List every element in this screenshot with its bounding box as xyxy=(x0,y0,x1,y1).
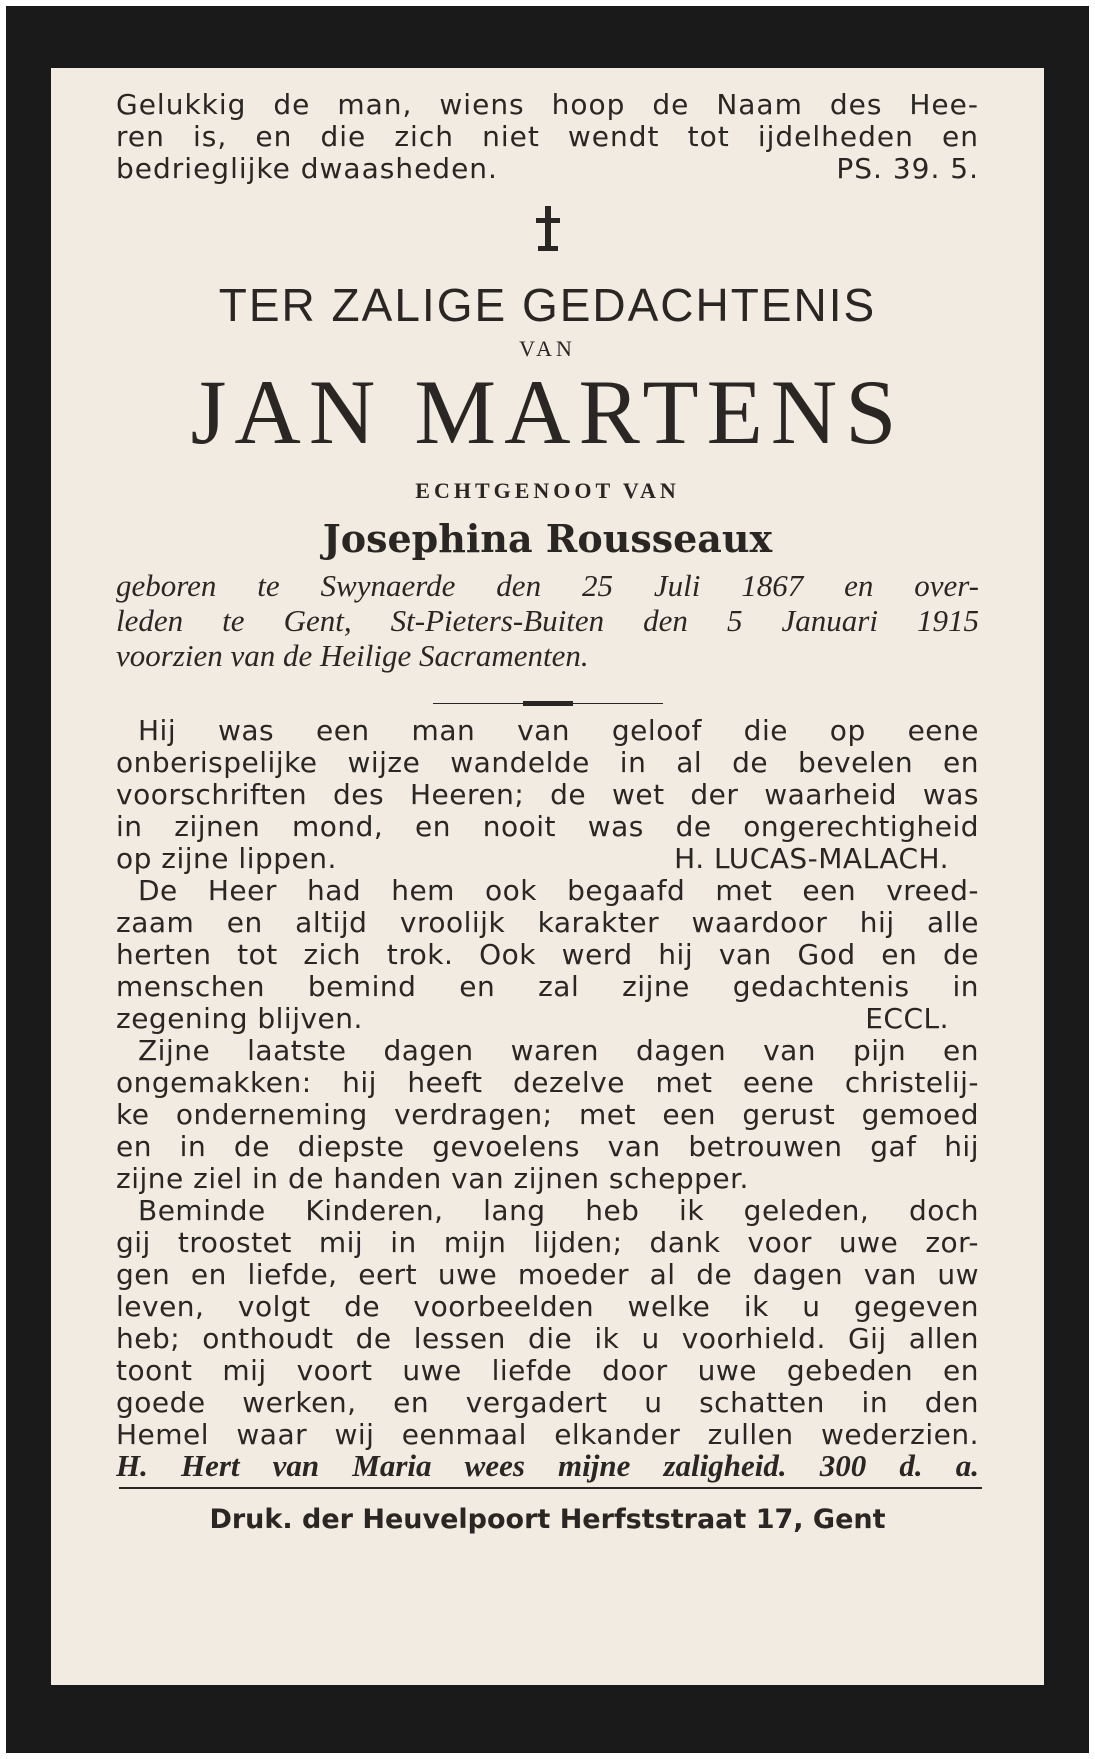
deceased-name: JAN MARTENS xyxy=(190,361,905,463)
paragraph4-line-4: leven, volgt de voorbeelden welke ik u gegeven xyxy=(116,1290,979,1323)
paragraph2-line-5 xyxy=(116,1002,979,1035)
van-label: VAN xyxy=(519,336,576,361)
prayer-line: H. Hert van Maria wees mijne zaligheid. 300 d. a. xyxy=(116,1448,979,1483)
psalm-line-1: Gelukkig de man, wiens hoop de Naam des Hee- xyxy=(116,88,979,121)
card-paper xyxy=(51,68,1044,1685)
echtgenoot-label: ECHTGENOOT VAN xyxy=(415,478,680,503)
paragraph2-source: ECCL. xyxy=(865,1002,949,1035)
paragraph3-line-4: en in de diepste gevoelens van betrouwen gaf hij xyxy=(116,1130,979,1163)
paragraph4-line-7: goede werken, en vergadert u schatten in den xyxy=(116,1386,979,1419)
biography-line-3: voorzien van de Heilige Sacramenten. xyxy=(116,638,589,673)
paragraph2-line-2: zaam en altijd vroolijk karakter waardoor hij alle xyxy=(116,906,979,939)
paragraph3-line-3: ke onderneming verdragen; met een gerust gemoed xyxy=(116,1098,979,1131)
divider xyxy=(433,700,663,708)
footer-rule xyxy=(119,1487,982,1489)
paragraph4-line-1: Beminde Kinderen, lang heb ik geleden, doch xyxy=(138,1194,979,1227)
paragraph1-source: H. LUCAS-MALACH. xyxy=(674,842,949,875)
paragraph4-line-2: gij troostet mij in mijn lijden; dank voor uwe zor- xyxy=(116,1226,979,1259)
paragraph2-line-1: De Heer had hem ook begaafd met een vreed- xyxy=(138,874,979,907)
paragraph4-line-6: toont mij voort uwe liefde door uwe gebeden en xyxy=(116,1354,979,1387)
paragraph2-line-3: herten tot zich trok. Ook werd hij van God en de xyxy=(116,938,979,971)
psalm-line-2: ren is, en die zich niet wendt tot ijdelheden en xyxy=(116,120,979,153)
paragraph1-line-1: Hij was een man van geloof die op eene xyxy=(138,714,979,747)
paragraph3-line-5: zijne ziel in de handen van zijnen schepper. xyxy=(116,1162,749,1195)
paragraph2-line-4: menschen bemind en zal zijne gedachtenis in xyxy=(116,970,979,1003)
paragraph3-line-1: Zijne laatste dagen waren dagen van pijn en xyxy=(138,1034,979,1067)
paragraph1-line-4: in zijnen mond, en nooit was de ongerechtigheid xyxy=(116,810,979,843)
printer-imprint: Druk. der Heuvelpoort Herfststraat 17, Gent xyxy=(209,1504,886,1535)
psalm-line-3 xyxy=(116,152,979,185)
spouse-name: Josephina Rousseaux xyxy=(322,516,773,561)
paragraph1-line-5 xyxy=(116,842,979,875)
paragraph4-line-8: Hemel waar wij eenmaal elkander zullen wederzien. xyxy=(116,1418,979,1451)
memorial-title: TER ZALIGE GEDACHTENIS xyxy=(218,279,877,331)
biography-line-1: geboren te Swynaerde den 25 Juli 1867 en over- xyxy=(116,568,979,603)
paragraph4-line-3: gen en liefde, eert uwe moeder al de dagen van uw xyxy=(116,1258,979,1291)
memorial-card xyxy=(6,6,1089,1753)
paragraph1-line-3: voorschriften des Heeren; de wet der waarheid was xyxy=(116,778,979,811)
biography-line-2: leden te Gent, St-Pieters-Buiten den 5 Januari 1915 xyxy=(116,603,979,638)
paragraph3-line-2: ongemakken: hij heeft dezelve met eene christelij- xyxy=(116,1066,979,1099)
paragraph4-line-5: heb; onthoudt de lessen die ik u voorhield. Gij allen xyxy=(116,1322,979,1355)
psalm-text-end: bedrieglijke dwaasheden. xyxy=(116,152,498,185)
paragraph1-line-2: onberispelijke wijze wandelde in al de bevelen en xyxy=(116,746,979,779)
divider-bar xyxy=(523,701,573,706)
psalm-reference: PS. 39. 5. xyxy=(836,152,979,185)
paragraph2-end: zegening blijven. xyxy=(116,1002,363,1035)
paragraph1-end: op zijne lippen. xyxy=(116,842,337,875)
cross-icon xyxy=(533,206,563,252)
